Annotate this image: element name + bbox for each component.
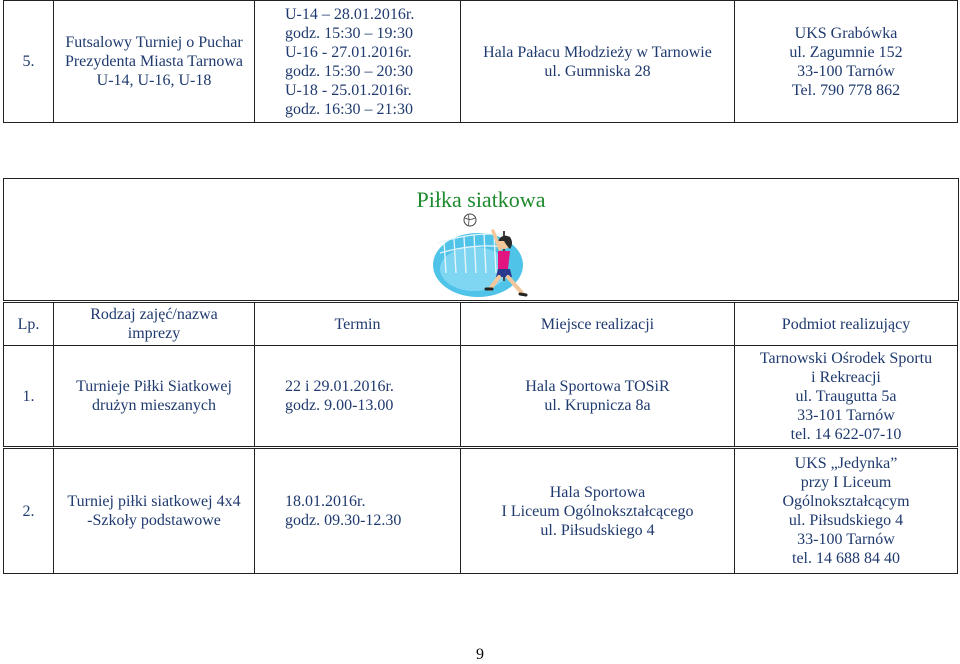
cell-podmiot: Tarnowski Ośrodek Sportu i Rekreacji ul. Traugutta 5a 33-101 Tarnów tel. 14 622-07-10 [735,346,958,448]
cell-event-name: Turnieje Piłki Siatkowej drużyn mieszanych [54,346,255,448]
cell-event-name: Turniej piłki siatkowej 4x4 -Szkoły podstawowe [54,448,255,574]
header-name: Rodzaj zajęć/nazwa imprezy [54,302,255,346]
events-table-top [3,0,958,123]
volleyball-player-icon [430,209,530,306]
cell-miejsce: Hala Sportowa I Liceum Ogólnokształcącego ul. Piłsudskiego 4 [461,448,735,574]
cell-miejsce: Hala Pałacu Młodzieży w Tarnowie ul. Gumniska 28 [461,1,735,123]
cell-podmiot: UKS „Jedynka” przy I Liceum Ogólnokształcącym ul. Piłsudskiego 4 33-100 Tarnów tel. 14 688 84 40 [735,448,958,574]
table-row [4,448,958,574]
header-podmiot: Podmiot realizujący [735,302,958,346]
cell-event-name: Futsalowy Turniej o Puchar Prezydenta Miasta Tarnowa U-14, U-16, U-18 [54,1,255,123]
section-title: Piłka siatkowa [416,187,546,212]
cell-termin: 18.01.2016r. godz. 09.30-12.30 [255,448,461,574]
cell-termin: U-14 – 28.01.2016r. godz. 15:30 – 19:30 U-16 - 27.01.2016r. godz. 15:30 – 20:30 U-18 - 25.01.2016r. godz. 16:30 – 21:30 [255,1,461,123]
cell-termin: 22 i 29.01.2016r. godz. 9.00-13.00 [255,346,461,448]
header-miejsce: Miejsce realizacji [461,302,735,346]
page-number: 9 [476,646,484,663]
table-row [4,346,958,448]
header-lp: Lp. [4,302,54,346]
table-header-row [4,302,958,346]
cell-podmiot: UKS Grabówka ul. Zagumnie 152 33-100 Tarnów Tel. 790 778 862 [735,1,958,123]
cell-miejsce: Hala Sportowa TOSiR ul. Krupnicza 8a [461,346,735,448]
cell-lp: 5. [4,1,54,123]
cell-lp: 2. [4,448,54,574]
volleyball-events-table [3,300,958,574]
cell-lp: 1. [4,346,54,448]
table-row [4,1,958,123]
header-termin: Termin [255,302,461,346]
